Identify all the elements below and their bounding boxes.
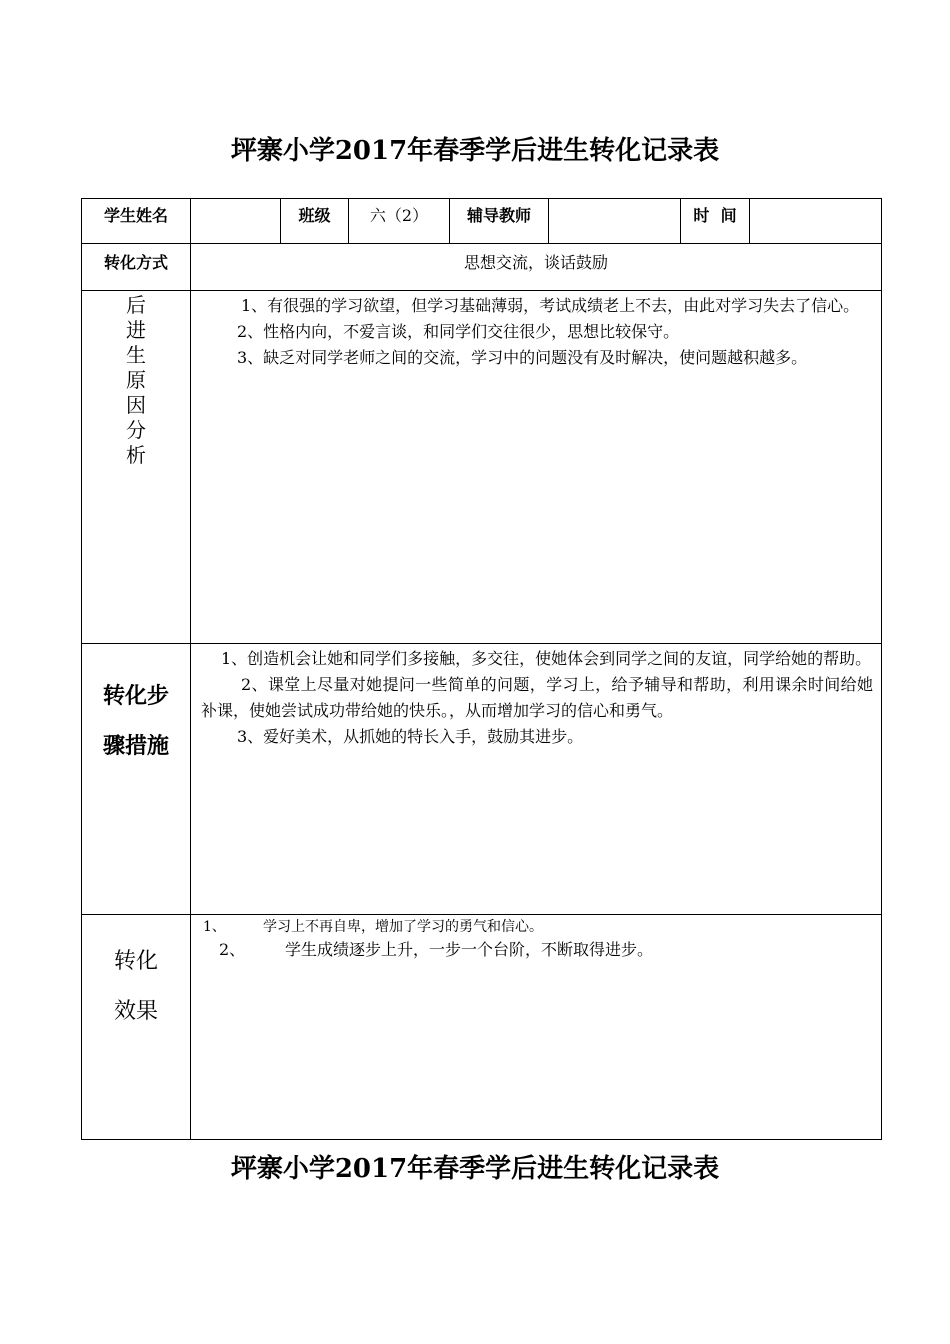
class-value: 六（2）	[369, 206, 429, 225]
page-title: 坪寨小学2017年春季学后进生转化记录表	[230, 136, 720, 166]
analysis-label-char: 因	[126, 393, 146, 417]
analysis-item: 3、缺乏对同学老师之间的交流，学习中的问题没有及时解决，使问题越积越多。	[237, 348, 808, 367]
time-label: 时 间	[693, 206, 737, 225]
method-label: 转化方式	[103, 253, 168, 272]
measures-label-line: 转化步	[102, 684, 169, 709]
header-row	[82, 199, 882, 244]
measures-label-line: 骤措施	[102, 734, 169, 759]
measures-content-cell[interactable]	[191, 644, 882, 915]
measures-content	[191, 644, 881, 750]
analysis-label-char: 后	[126, 293, 146, 317]
analysis-content	[191, 291, 881, 371]
effect-item-text: 学生成绩逐步上升，一步一个台阶，不断取得进步。	[285, 940, 654, 959]
class-value-cell[interactable]	[349, 199, 450, 244]
record-table	[81, 198, 882, 1140]
measures-item: 2、课堂上尽量对她提问一些简单的问题，学习上，给予辅导和帮助，利用课余时间给她补课，使她尝试成功带给她的快乐。，从而增加学习的信心和勇气。	[201, 675, 873, 720]
effect-content	[191, 915, 881, 963]
analysis-label-char: 生	[126, 343, 146, 367]
teacher-label-cell	[450, 199, 549, 244]
student-name-label: 学生姓名	[103, 206, 168, 225]
effect-label-line: 效果	[113, 999, 158, 1024]
footer-title: 坪寨小学2017年春季学后进生转化记录表	[230, 1154, 720, 1184]
teacher-value-cell[interactable]	[549, 199, 681, 244]
measures-item: 3、爱好美术，从抓她的特长入手，鼓励其进步。	[237, 727, 584, 746]
student-name-value-cell[interactable]	[191, 199, 281, 244]
effect-item-number: 2、	[219, 940, 246, 959]
analysis-label-char: 分	[126, 418, 146, 442]
effect-item	[203, 917, 873, 937]
teacher-label: 辅导教师	[466, 206, 531, 225]
effect-label-cell	[82, 915, 191, 1140]
time-value-cell[interactable]	[750, 199, 882, 244]
time-label-cell	[681, 199, 750, 244]
measures-label-cell	[82, 644, 191, 915]
effect-label	[82, 915, 190, 1037]
analysis-item: 1、有很强的学习欲望，但学习基础薄弱，考试成绩老上不去，由此对学习失去了信心。	[241, 296, 860, 315]
method-label-cell	[82, 244, 191, 291]
effect-item-text: 学习上不再自卑，增加了学习的勇气和信心。	[263, 919, 543, 935]
effect-row	[82, 915, 882, 1140]
student-name-value	[191, 199, 280, 203]
analysis-label-char: 原	[126, 368, 146, 392]
time-value	[750, 199, 881, 203]
analysis-label-char: 进	[126, 318, 146, 342]
method-value-cell[interactable]	[191, 244, 882, 291]
measures-label	[82, 644, 190, 772]
analysis-label-cell	[82, 291, 191, 644]
measures-item: 1、创造机会让她和同学们多接触，多交往，使她体会到同学之间的友谊，同学给她的帮助。	[221, 649, 872, 668]
analysis-row	[82, 291, 882, 644]
effect-item-number: 1、	[203, 919, 226, 935]
analysis-label	[82, 291, 190, 468]
effect-item	[203, 937, 873, 963]
analysis-content-cell[interactable]	[191, 291, 882, 644]
class-label: 班级	[298, 206, 331, 225]
teacher-value	[549, 199, 680, 203]
measures-row	[82, 644, 882, 915]
student-name-label-cell	[82, 199, 191, 244]
method-value: 思想交流，谈话鼓励	[463, 253, 608, 272]
analysis-item: 2、性格内向，不爱言谈，和同学们交往很少，思想比较保守。	[237, 322, 680, 341]
effect-label-line: 转化	[113, 949, 158, 974]
method-row	[82, 244, 882, 291]
class-label-cell	[281, 199, 349, 244]
analysis-label-char: 析	[126, 443, 146, 467]
effect-content-cell[interactable]	[191, 915, 882, 1140]
